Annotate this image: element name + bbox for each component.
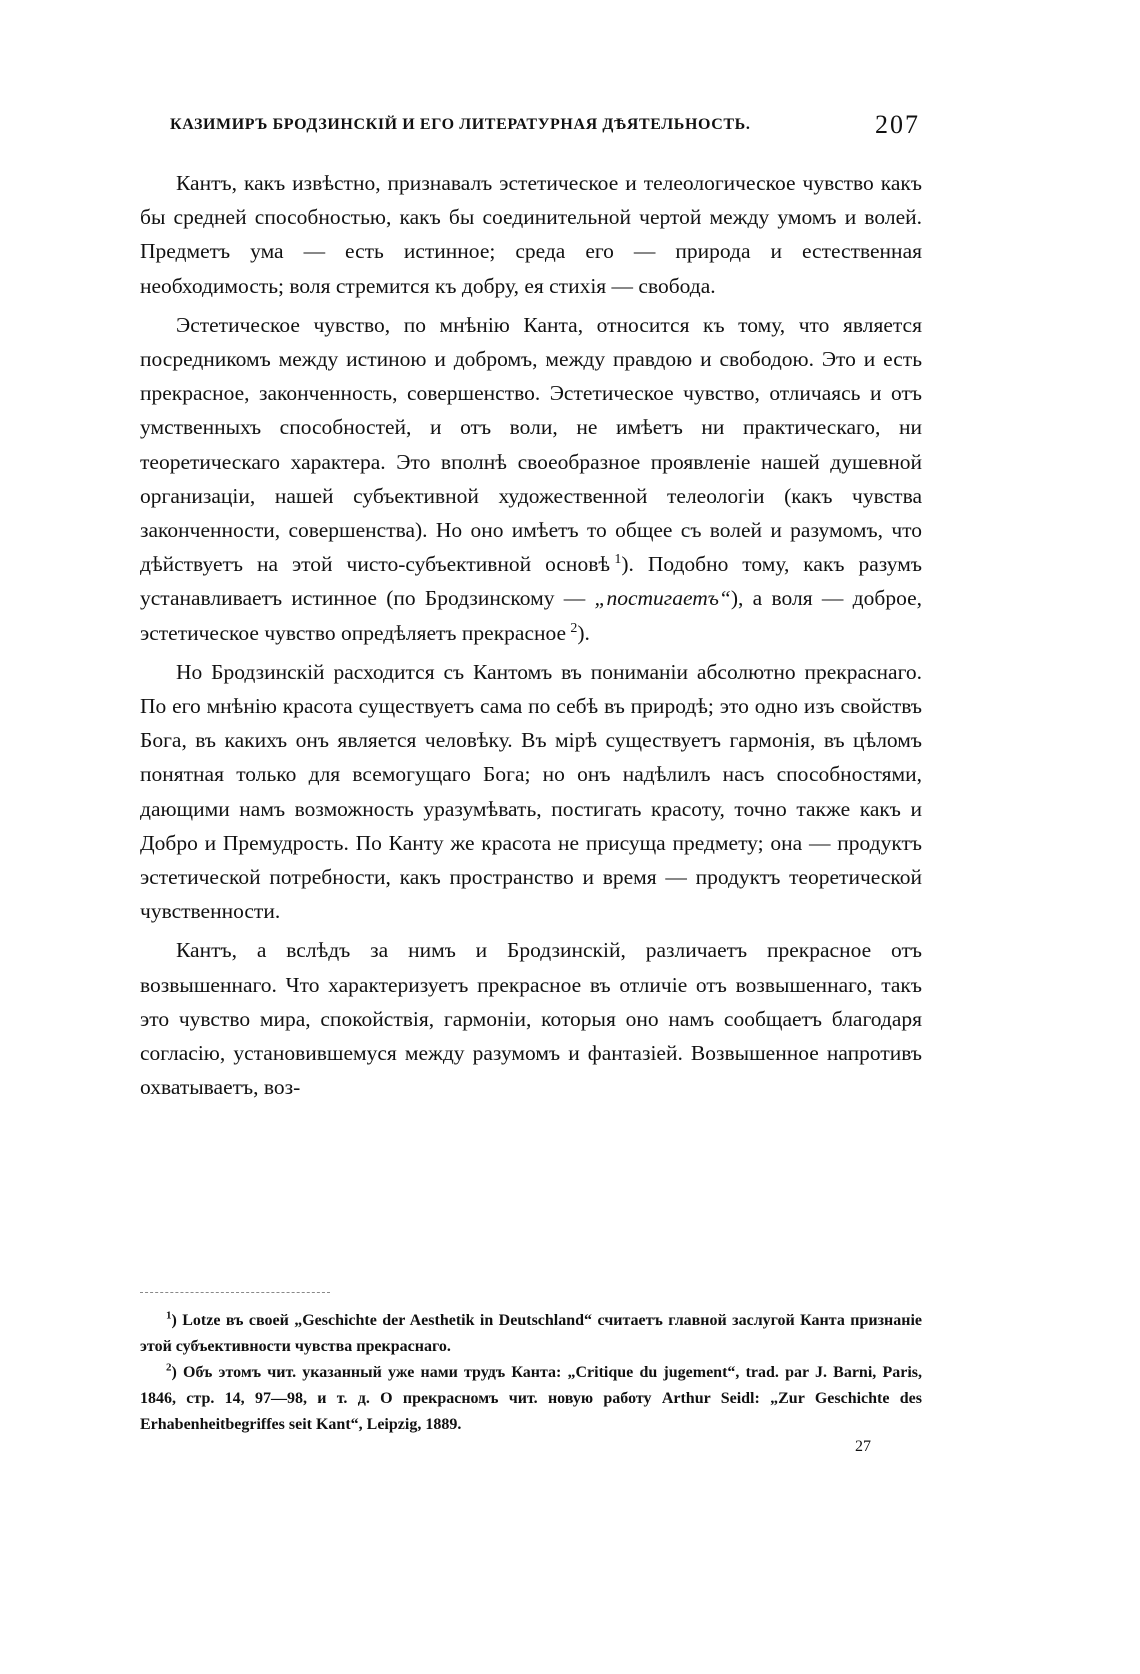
signature-mark: 27 — [855, 1438, 871, 1455]
footnote-1 — [140, 1308, 922, 1360]
footnote-2-mark: 2 — [166, 1361, 172, 1374]
body-text — [140, 166, 922, 1104]
footnote-2-text: ) Объ этомъ чит. указанный уже нами трудъ Канта: „Critique du jugement“, trad. par J. Barni, Paris, 1846, стр. 14, 97—98, и т. д. О прекрасномъ чит. новую работу Arthur Seidl: „Zur Geschichte des Erhabenheitbegriffes seit Kant“, Leipzig, 1889. — [140, 1364, 922, 1433]
page-number: 207 — [875, 110, 920, 139]
footnote-ref-2: 2 — [570, 620, 578, 636]
paragraph-4: Кантъ, а вслѣдъ за нимъ и Бродзинскій, различаетъ прекрасное отъ возвышеннаго. Что характеризуетъ прекрасное въ отличіе отъ возвышеннаго, такъ это чувство мира, спокойствія, гармоніи, которыя оно намъ сообщаетъ благодаря согласію, установившемуся между разумомъ и фантазіей. Возвышенное напротивъ охватываетъ, воз- — [140, 938, 922, 1100]
paragraph-2-part-a: Эстетическое чувство, по мнѣнію Канта, относится къ тому, что является посредникомъ между истиною и добромъ, между правдою и свободою. Это и есть прекрасное, законченность, совершенство. Эстетическое чувство, отличаясь и отъ умственныхъ способностей, и отъ воли, не имѣетъ ни практическаго, ни теоретическаго характера. Это вполнѣ своеобразное проявленіе нашей душевной организаціи, нашей субъективной художественной телеологіи (какъ чувства законченности, совершенства). Но оно имѣетъ то общее съ волей и разумомъ, что дѣйствуетъ на этой чисто-субъективной основѣ — [140, 312, 922, 577]
paragraph-2-part-c: ), а воля — доброе, эстетическое чувство опредѣляетъ прекрасное — [140, 586, 922, 645]
paragraph-2 — [140, 308, 922, 650]
running-head — [170, 110, 920, 142]
running-title: КАЗИМИРЪ БРОДЗИНСКІЙ И ЕГО ЛИТЕРАТУРНАЯ ДѢЯТЕЛЬНОСТЬ. — [170, 116, 751, 133]
footnote-1-text: ) Lotze въ своей „Geschichte der Aesthetik in Deutschland“ считаетъ главной заслугой Канта признаніе этой субъективности чувства прекраснаго. — [140, 1312, 922, 1355]
footnote-divider — [140, 1292, 330, 1293]
paragraph-2-quote: „постигаетъ“ — [594, 586, 731, 611]
paragraph-2-part-b: ). Подобно тому, какъ разумъ устанавливаетъ истинное (по Бродзинскому — — [140, 552, 922, 611]
footnote-ref-1: 1 — [614, 552, 622, 568]
paragraph-3: Но Бродзинскій расходится съ Кантомъ въ пониманіи абсолютно прекраснаго. По его мнѣнію красота существуетъ сама по себѣ въ природѣ; это одно изъ свойствъ Бога, въ какихъ онъ является человѣку. Въ мірѣ существуетъ гармонія, въ цѣломъ понятная только для всемогущаго Бога; но онъ надѣлилъ насъ способностями, дающими намъ возможность уразумѣвать, постигать красоту, точно также какъ и Добро и Премудрость. По Канту же красота не присуща предмету; она — продуктъ эстетической потребности, какъ пространство и время — продуктъ теоретической чувственности. — [140, 659, 922, 924]
footnote-1-mark: 1 — [166, 1309, 172, 1322]
paragraph-2-part-d: ). — [577, 620, 590, 645]
footnotes — [140, 1308, 922, 1438]
paragraph-1: Кантъ, какъ извѣстно, признавалъ эстетическое и телеологическое чувство какъ бы средней способностью, какъ бы соединительной чертой между умомъ и волей. Предметъ ума — есть истинное; среда его — природа и естественная необходимость; воля стремится къ добру, ея стихія — свобода. — [140, 171, 922, 298]
footnote-2 — [140, 1360, 922, 1438]
